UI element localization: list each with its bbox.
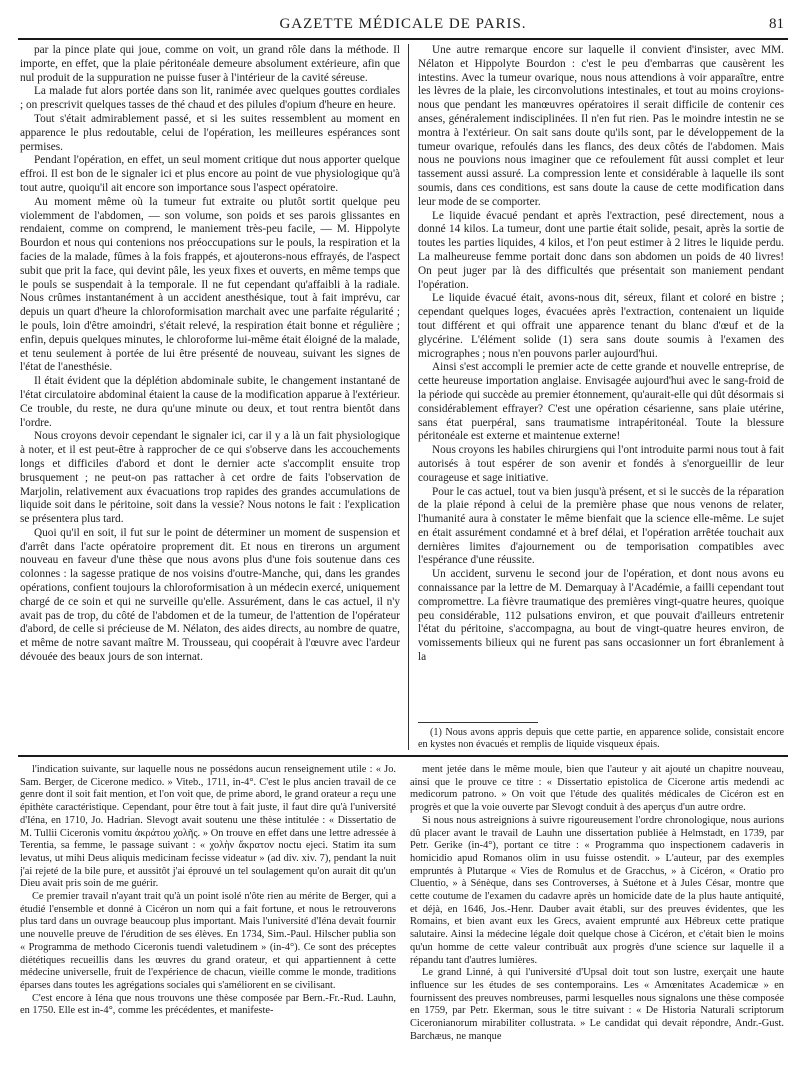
paragraph: l'indication suivante, sur laquelle nous ne possédons aucun renseignement utile : « Jo. Sam. Berger, de Cicerone medico. » Viteb., 1711, in-4°. C'est le plus ancien travail de ce genre dont il soit fait mention, et l'on voit que, de prime abord, le grand orateur a reçu une épithète caractéristique. Cependant, pour être tout à fait juste, il faut dire qu'à l'université d'Iéna, en 1710, Jo. Hadrian. Slevogt avait soutenu une thèse intitulée : « Dissertatio de M. Tullii Ciceronis vomitu ἀκράτου χολῆς. » On trouve en effet dans une lettre adressée à Terentia, sa femme, le passage suivant : « χολὴν ἄκρατον noctu ejeci. Statim ita sum levatus, ut mihi Deus aliquis medicinam fecisse videatur » (ad div. xiv. 7), pendant la nuit j'ai rejeté de la bile pure, et aussitôt j'ai éprouvé un tel soulagement qu'on aurait dit qu'un Dieu avait pris soin de me guérir. bbox=[20, 764, 396, 890]
lower-right-column bbox=[410, 764, 784, 1078]
column-divider bbox=[408, 44, 409, 750]
paragraph: Ce premier travail n'ayant trait qu'à un point isolé n'ôte rien au mérite de Berger, qui a étudié l'ensemble et donné à Cicéron un nom qui a fait fortune, et nous le retrouverons plus tard dans un ouvrage beaucoup plus important. Mais l'université d'Iéna devait fournir une nouvelle preuve de l'érudition de ses élèves. En 1734, Sim.-Paul. Hilscher publia son « Programma de methodo Ciceronis tuendi valetudinem » (in-4°). Ce sont des préceptes diététiques recueillis dans les œuvres du grand orateur, et qui appartiennent à cette médecine universelle, fruit de l'expérience de chacun, vieille comme le monde, traditions éparses dans toutes les agrégations sociales qui s'améliorent en se civilisant. bbox=[20, 891, 396, 991]
page-header bbox=[18, 12, 788, 40]
paragraph: Le liquide évacué pendant et après l'extraction, pesé directement, nous a donné 14 kilos. La tumeur, dont une partie était solide, pesait, après la sortie de toutes les parties liquides, 4 kilos, et l'on peut estimer à 2 litres le liquide perdu. La malheureuse femme portait donc dans son abdomen un poids de 40 livres! On peut juger par là des difficultés que présentait son maniement pendant l'opération. bbox=[418, 209, 784, 291]
paragraph: Nous croyons devoir cependant le signaler ici, car il y a là un fait physiologique à noter, et il est peut-être à rapprocher de ce qui s'observe dans les accouchements longs et difficiles d'abord et dont le dernier acte s'accomplit ensuite trop brusquement ; ne peut-on pas rattacher à cet ordre de faits l'observation de Marjolin, relativement aux évacuations trop rapides des grandes accumulations de liquide soit dans le péritoine, soit dans la vessie? Nous notons le fait : l'explication se présentera plus tard. bbox=[20, 430, 400, 526]
paragraph: C'est encore à Iéna que nous trouvons une thèse composée par Bern.-Fr.-Rud. Lauhn, en 1750. Elle est in-4°, comme les précédentes, et manifeste- bbox=[20, 992, 396, 1017]
paragraph: ment jetée dans le même moule, bien que l'auteur y ait ajouté un chapitre nouveau, ainsi que le prouve ce titre : « Dissertatio epistolica de Cicerone artis medendi ac medicorum patrono. » On voit que l'étude des qualités médicales de Cicéron est en progrès et que la voie ouverte par Slevogt conduit à des aperçus d'un autre ordre. bbox=[410, 764, 784, 814]
journal-title: GAZETTE MÉDICALE DE PARIS. bbox=[279, 16, 527, 32]
upper-right-column bbox=[418, 44, 784, 708]
paragraph: La malade fut alors portée dans son lit, ranimée avec quelques gouttes cordiales ; on prescrivit quelques tasses de thé chaud et des pilules d'opium d'heure en heure. bbox=[20, 85, 400, 112]
paragraph: par la pince plate qui joue, comme on voit, un grand rôle dans la méthode. Il importe, en effet, que la plaie péritonéale demeure absolument extérieure, afin que nul produit de la suppuration ne puisse fuser à l'intérieur de la cavité séreuse. bbox=[20, 44, 400, 84]
paragraph: Au moment même où la tumeur fut extraite ou plutôt sortit quelque peu violemment de l'abdomen, — son volume, son poids et ses parois glissantes en rendaient, comme on comprend, le maniement très-peu facile, — M. Hippolyte Bourdon et nous qui contenions nos préoccupations sur le pouls, la respiration et la facies de la malade, fûmes à la fois frappés, et ajouterons-nous effrayés, de l'aspect subit que prit la face, qui devint pâle, les yeux fixes et ouverts, en même temps que le pouls se suspendait à la temporale. Il ne fut cependant qu'affaibli à la radiale. Nous crûmes instantanément à un accident anesthésique, tout à fait imprévu, car depuis un quart d'heure la chloroformisation marchait avec une parfaite régularité ; le pouls, loin d'être amoindri, s'était relevé, la respiration était bonne et régulière ; enfin, depuis quelques minutes, le chloroforme lui-même était éloigné de la malade, et tenu seulement à portée de lui être présenté de nouveau, suivant les signes de l'état de l'anesthésie. bbox=[20, 195, 400, 374]
footnote: (1) Nous avons appris depuis que cette partie, en apparence solide, consistait encore en kystes non évacués et remplis de liquide visqueux épais. bbox=[418, 727, 784, 751]
section-divider bbox=[18, 755, 788, 757]
paragraph: Si nous nous astreignions à suivre rigoureusement l'ordre chronologique, nous aurions dû placer avant le travail de Lauhn une dissertation publiée à Helmstadt, en 1739, par Petr. Gerike (in-4°), portant ce titre : « Programma quo inspectionem cadaveris in homicidio apud Romanos olim in usu fuisse ostendit. » L'auteur, par des exemples empruntés à Plutarque « Vies de Romulus et de Gracchus, » à Cicéron, « Oratio pro Cluentio, » à Sénèque, dans ses Controverses, à Suétone et à Jules César, montre que cette coutume de l'examen du cadavre après un homicide date de la plus haute antiquité, et déjà, en 1646, Jos.-Henr. Dauber avait établi, sur des preuves évidentes, que les Romains, et bien avant eux les Grecs, avaient emprunté aux Hébreux cette pratique salutaire. Ainsi la médecine légale doit quelque chose à Cicéron, et c'était bien le moins qu'un homme de cette valeur contribuât aux progrès d'une science sur laquelle il a répandu tant d'autres lumières. bbox=[410, 814, 784, 966]
paragraph: Ainsi s'est accompli le premier acte de cette grande et nouvelle entreprise, de cette heureuse importation anglaise. Envisagée aujourd'hui avec le sang-froid de la période qui succède au premier étonnement, qu'aurait-elle qui dût désormais si considérablement effrayer? C'est une opération césarienne, sans plaie utérine, sans état puerpéral, sans traumatisme intrapéritonéal. Toute la blessure péritonéale est externe et maintenue externe! bbox=[418, 361, 784, 443]
footnote-divider bbox=[418, 722, 538, 723]
paragraph: Pendant l'opération, en effet, un seul moment critique dut nous apporter quelque effroi. Il est bon de le signaler ici et plus encore au point de vue physiologique qu'à tout autre, quoiqu'il ait encore son importance sous l'aspect opératoire. bbox=[20, 154, 400, 194]
page-number: 81 bbox=[769, 16, 784, 32]
paragraph: Le grand Linné, à qui l'université d'Upsal doit tout son lustre, exerçait une haute influence sur les études de ses contemporains. Les « Amœnitates Academicæ » en fournissent des preuves nombreuses, parmi lesquelles nous signalons une thèse composée en 1759, par Petr. Ekerman, sous le titre suivant : « De Historia Naturali scriptorum Ciceronianorum mirabiliter collustrata. » Le candidat qui devait répondre, Andr.-Gust. Barchæus, ne manque bbox=[410, 967, 784, 1042]
paragraph: Une autre remarque encore sur laquelle il convient d'insister, avec MM. Nélaton et Hippolyte Bourdon : c'est le peu d'embarras que causèrent les intestins. Avec la tumeur ovarique, nous nous attendions à voir apparaître, entre les lèvres de la plaie, les circonvolutions intestinales, et tout au moins croyions-nous que pendant les manœuvres opératoires il serait difficile de contenir ces anses, généralement indisciplinées. Il n'en fut rien. Pas le moindre intestin ne se montra à l'extérieur. On sait sans doute qu'ils sont, par le développement de la tumeur ovarique, refoulés dans les flancs, des deux côtés de l'abdomen. Mais nous ne pouvions nous imaginer que ce refoulement fût aussi complet et leur tassement aussi assuré. La compression lente et considérable à laquelle ils sont soumis, dans ces conditions, est sans doute la cause de cette modification dans leur mode de se comporter. bbox=[418, 44, 784, 208]
paragraph: Tout s'était admirablement passé, et si les suites ressemblent au moment en apparence le plus redoutable, celui de l'opération, les meilleures espérances sont permises. bbox=[20, 112, 400, 153]
lower-left-column bbox=[20, 764, 396, 1078]
paragraph: Nous croyons les habiles chirurgiens qui l'ont introduite parmi nous tout à fait autorisés à tout espérer de son avenir et fondés à s'enorgueillir de leur courageuse et sage initiative. bbox=[418, 444, 784, 484]
paragraph: Quoi qu'il en soit, il fut sur le point de déterminer un moment de suspension et d'arrêt dans l'acte opératoire proprement dit. Et nous en tirerons un argument nouveau en faveur d'une thèse que nous avons plus d'une fois soutenue dans ces colonnes : la sagesse pratique de nos voisins d'outre-Manche, qui, dans les grandes opérations, confient toujours la chloroformisation à un médecin exercé, uniquement chargé de ce soin et qui ne surveille qu'elle. Assurément, dans le cas actuel, il n'y avait pas de trop, du côté de l'abdomen et de la tumeur, de l'attention de l'opérateur d'abord, de celle si précieuse de M. Nélaton, des aides directs, au nombre de quatre, et même de notre savant maître M. Trousseau, qui coopérait à l'œuvre avec l'ardeur dévouée des beaux jours de son internat. bbox=[20, 526, 400, 664]
paragraph: Un accident, survenu le second jour de l'opération, et dont nous avons eu connaissance par la lettre de M. Demarquay à l'Académie, a failli cependant tout compromettre. La fièvre traumatique des premières vingt-quatre heures, quoique peu considérable, 112 pulsations environ, et que pouvait d'ailleurs entretenir l'état du péritoine, s'accompagna, au bout de vingt-quatre heures environ, de vomissements bilieux qui ne furent pas sans occasionner un fort ébranlement à la bbox=[418, 568, 784, 664]
paragraph: Le liquide évacué était, avons-nous dit, séreux, filant et coloré en bistre ; cependant quelques loges, évacuées après l'extraction, contenaient un liquide tout différent et qui offrait une apparence tenant du blanc d'œuf et de la glycérine. L'élément solide (1) sera sans doute soumis à l'examen des micrographes ; nous n'en pouvons parler aujourd'hui. bbox=[418, 292, 784, 360]
paragraph: Il était évident que la déplétion abdominale subite, le changement instantané de l'état circulatoire abdominal étaient la cause de la modification apparue à l'extérieur. Ce trouble, du reste, ne dura qu'une minute ou deux, et tout rentra bientôt dans l'ordre. bbox=[20, 375, 400, 429]
paragraph: Pour le cas actuel, tout va bien jusqu'à présent, et si le succès de la réparation de la plaie répond à celui de la première phase que nous venons de relater, l'humanité aura à constater le même bienfait que la science elle-même. Le sujet en était assurément condamné et à bref délai, et l'opération arrêtée touchait aux dernières limites d'ajournement ou de temporisation compatibles avec l'espérance d'une réussite. bbox=[418, 485, 784, 567]
upper-left-column bbox=[20, 44, 400, 708]
